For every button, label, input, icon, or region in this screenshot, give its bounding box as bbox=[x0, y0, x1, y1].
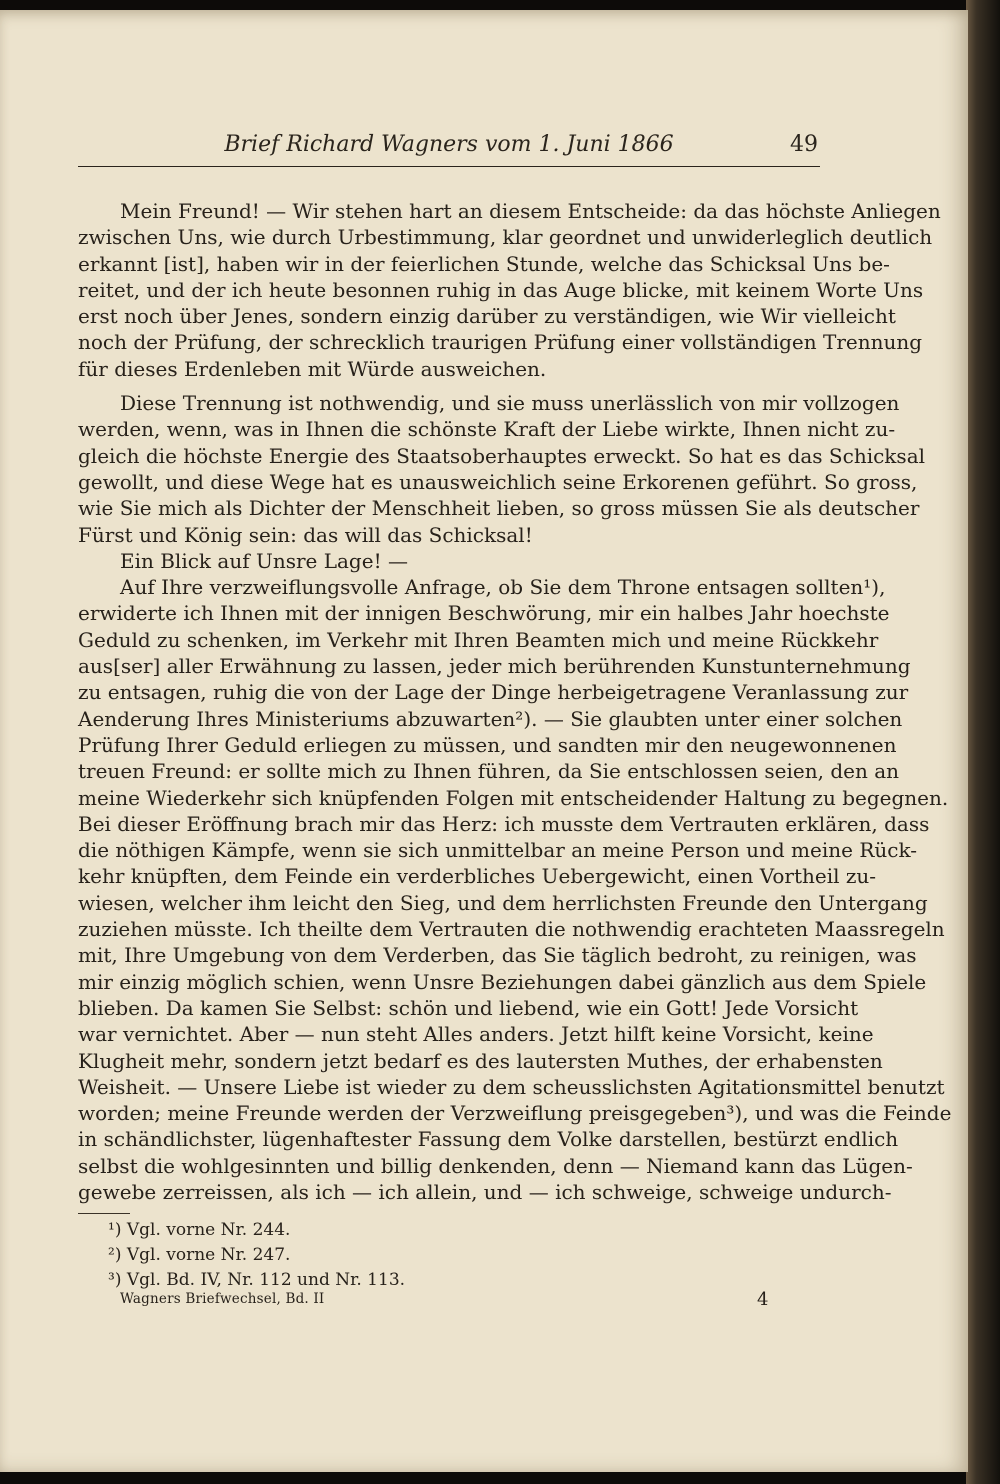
letter-body bbox=[78, 198, 952, 1205]
text-line: aus[ser] aller Erwähnung zu lassen, jeder mich berührenden Kunstunternehmung bbox=[78, 654, 911, 679]
text-line: Prüfung Ihrer Geduld erliegen zu müssen, und sandten mir den neugewonnenen bbox=[78, 732, 897, 757]
text-line: Ein Blick auf Unsre Lage! — bbox=[120, 548, 408, 573]
footnote-divider bbox=[78, 1213, 130, 1214]
printer-signature: Wagners Briefwechsel, Bd. II bbox=[120, 1291, 325, 1307]
text-line: Geduld zu schenken, im Verkehr mit Ihren Beamten mich und meine Rückkehr bbox=[78, 627, 879, 652]
text-line: gewebe zerreissen, als ich — ich allein, und — ich schweige, schweige undurch- bbox=[78, 1179, 892, 1204]
page-number: 49 bbox=[790, 132, 818, 157]
text-line: mit, Ihre Umgebung von dem Verderben, das Sie täglich bedroht, zu reinigen, was bbox=[78, 943, 917, 968]
text-line: wie Sie mich als Dichter der Menschheit lieben, so gross müssen Sie als deutscher bbox=[78, 496, 920, 521]
text-line: Aenderung Ihres Ministeriums abzuwarten²). — Sie glaubten unter einer solchen bbox=[78, 706, 903, 731]
running-head bbox=[78, 122, 820, 167]
text-line: reitet, und der ich heute besonnen ruhig in das Auge blicke, mit keinem Worte Uns bbox=[78, 277, 924, 302]
text-line: Weisheit. — Unsere Liebe ist wieder zu dem scheusslichsten Agitationsmittel benutzt bbox=[78, 1074, 945, 1099]
text-line: erst noch über Jenes, sondern einzig darüber zu verständigen, wie Wir vielleicht bbox=[78, 304, 896, 329]
scan-background-edge bbox=[966, 0, 1000, 1484]
text-line: gewollt, und diese Wege hat es unausweichlich seine Erkorenen geführt. So gross, bbox=[78, 469, 918, 494]
text-line: zuziehen müsste. Ich theilte dem Vertrauten die nothwendig erachteten Maassregeln bbox=[78, 917, 945, 942]
text-line: Auf Ihre verzweiflungsvolle Anfrage, ob Sie dem Throne entsagen sollten¹), bbox=[120, 575, 886, 600]
footnote-3: ³) Vgl. Bd. IV, Nr. 112 und Nr. 113. bbox=[108, 1270, 406, 1290]
text-line: zu entsagen, ruhig die von der Lage der Dinge herbeigetragene Veranlassung zur bbox=[78, 680, 909, 705]
text-line: wiesen, welcher ihm leicht den Sieg, und dem herrlichsten Freunde den Untergang bbox=[78, 890, 928, 915]
text-line: Bei dieser Eröffnung brach mir das Herz: ich musste dem Vertrauten erklären, dass bbox=[78, 811, 930, 836]
book-page bbox=[0, 10, 968, 1472]
text-line: noch der Prüfung, der schrecklich traurigen Prüfung einer vollständigen Trennung bbox=[78, 330, 923, 355]
text-line: gleich die höchste Energie des Staatsoberhauptes erweckt. So hat es das Schicksal bbox=[78, 443, 926, 468]
text-line: Fürst und König sein: das will das Schicksal! bbox=[78, 522, 533, 547]
text-line: die nöthigen Kämpfe, wenn sie sich unmittelbar an meine Person und meine Rück- bbox=[78, 838, 917, 863]
text-line: worden; meine Freunde werden der Verzweiflung preisgegeben³), und was die Feinde bbox=[78, 1101, 952, 1126]
text-line: war vernichtet. Aber — nun steht Alles anders. Jetzt hilft keine Vorsicht, keine bbox=[78, 1022, 874, 1047]
footnote-2: ²) Vgl. vorne Nr. 247. bbox=[108, 1245, 291, 1265]
sheet-number: 4 bbox=[757, 1289, 769, 1310]
text-line: meine Wiederkehr sich knüpfenden Folgen mit entscheidender Haltung zu begegnen. bbox=[78, 785, 949, 810]
text-line: Mein Freund! — Wir stehen hart an diesem Entscheide: da das höchste Anliegen bbox=[120, 199, 941, 223]
text-line: für dieses Erdenleben mit Würde ausweichen. bbox=[78, 356, 547, 381]
text-line: Diese Trennung ist nothwendig, und sie muss unerlässlich von mir vollzogen bbox=[120, 391, 900, 416]
text-line: blieben. Da kamen Sie Selbst: schön und liebend, wie ein Gott! Jede Vorsicht bbox=[78, 995, 859, 1020]
text-line: erkannt [ist], haben wir in der feierlichen Stunde, welche das Schicksal Uns be- bbox=[78, 251, 890, 276]
text-line: erwiderte ich Ihnen mit der innigen Beschwörung, mir ein halbes Jahr hoechste bbox=[78, 601, 890, 626]
text-line: selbst die wohlgesinnten und billig denkenden, denn — Niemand kann das Lügen- bbox=[78, 1153, 913, 1178]
text-line: zwischen Uns, wie durch Urbestimmung, klar geordnet und unwiderleglich deutlich bbox=[78, 225, 933, 250]
running-title: Brief Richard Wagners vom 1. Juni 1866 bbox=[224, 132, 674, 157]
text-line: kehr knüpften, dem Feinde ein verderbliches Uebergewicht, einen Vortheil zu- bbox=[78, 864, 877, 889]
text-line: mir einzig möglich schien, wenn Unsre Beziehungen dabei gänzlich aus dem Spiele bbox=[78, 969, 927, 994]
text-line: werden, wenn, was in Ihnen die schönste Kraft der Liebe wirkte, Ihnen nicht zu- bbox=[78, 417, 896, 442]
footnotes bbox=[108, 1218, 708, 1293]
text-line: in schändlichster, lügenhaftester Fassung dem Volke darstellen, bestürzt endlich bbox=[78, 1127, 899, 1152]
text-line: treuen Freund: er sollte mich zu Ihnen führen, da Sie entschlossen seien, den an bbox=[78, 759, 899, 784]
paragraph-gap bbox=[78, 382, 820, 390]
footnote-1: ¹) Vgl. vorne Nr. 244. bbox=[108, 1220, 291, 1240]
text-line: Klugheit mehr, sondern jetzt bedarf es des lautersten Muthes, der erhabensten bbox=[78, 1048, 883, 1073]
